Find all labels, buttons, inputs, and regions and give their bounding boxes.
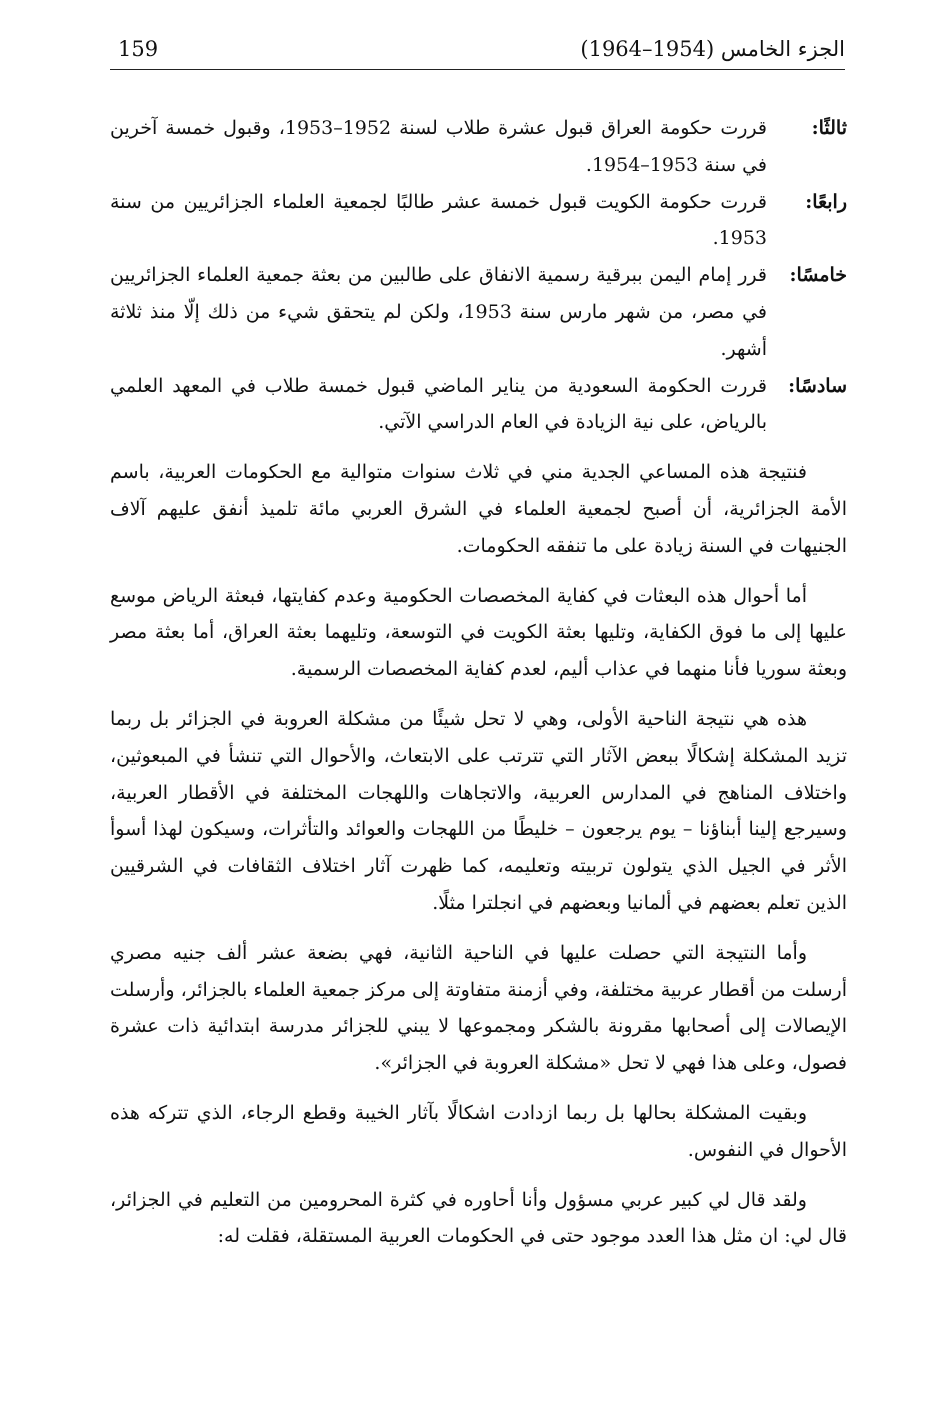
page-body — [110, 110, 847, 1255]
body-paragraph: وأما النتيجة التي حصلت عليها في الناحية الثانية، فهي بضعة عشر ألف جنيه مصري أرسلت من أقطار عربية مختلفة، وفي أزمنة متفاوتة إلى مركز جمعية العلماء بالجزائر، وأرسلت الإيصالات إلى أصحابها مقرونة بالشكر ومجموعها لا يبني للجزائر مدرسة ابتدائية ذات عشرة فصول، وعلى هذا فهي لا تحل «مشكلة العروبة في الجزائر». — [110, 941, 847, 1075]
body-paragraph: فنتيجة هذه المساعي الجدية مني في ثلاث سنوات متوالية مع الحكومات العربية، باسم الأمة الجزائرية، أن أصبح لجمعية العلماء في الشرق العربي مائة تلميذ أنفق عليهم آلاف الجنيهات في السنة زيادة على ما تنفقه الحكومات. — [110, 461, 847, 557]
list-item-fifth — [110, 257, 847, 367]
body-paragraph: أما أحوال هذه البعثات في كفاية المخصصات الحكومية وعدم كفايتها، فبعثة الرياض موسع عليها إلى ما فوق الكفاية، وتليها بعثة الكويت في التوسعة، وتليهما بعثة العراق، أما بعثة مصر وبعثة سوريا فأنا منهما في عذاب أليم، لعدم كفاية المخصصات الرسمية. — [110, 584, 847, 681]
body-paragraph: وبقيت المشكلة بحالها بل ربما ازدادت اشكالًا بآثار الخيبة وقطع الرجاء، الذي تتركه هذه الأحوال في النفوس. — [110, 1101, 847, 1161]
list-item-third — [110, 110, 847, 184]
item-text: قرر إمام اليمن ببرقية رسمية الانفاق على طالبين من بعثة جمعية العلماء الجزائريين في مصر، من شهر مارس سنة 1953، ولكن لم يتحقق شيء من ذلك إلّا منذ ثلاثة أشهر. — [110, 264, 767, 360]
item-label: خامسًا: — [789, 264, 847, 287]
list-item-sixth — [110, 368, 847, 442]
item-label: سادسًا: — [788, 374, 847, 397]
item-text: قررت حكومة الكويت قبول خمسة عشر طالبًا لجمعية العلماء الجزائريين من سنة 1953. — [110, 190, 767, 250]
body-paragraph: هذه هي نتيجة الناحية الأولى، وهي لا تحل شيئًا من مشكلة العروبة في الجزائر بل ربما تزيد المشكلة إشكالًا ببعض الآثار التي تترتب على الابتعاث، والأحوال التي تنشأ في المبعوثين، واختلاف المناهج في المدارس العربية، والاتجاهات واللهجات المختلفة في الأقطار العربية، وسيرجع إلينا أبناؤنا – يوم يرجعون – خليطًا من اللهجات والعوائد والتأثرات، وسيكون لهذا أسوأ الأثر في الجيل الذي يتولون تربيته وتعليمه، كما ظهرت آثار اختلاف الثقافات في الشرقيين الذين تعلم بعضهم في ألمانيا وبعضهم في انجلترا مثلًا. — [110, 707, 847, 914]
body-paragraph: ولقد قال لي كبير عربي مسؤول وأنا أحاوره في كثرة المحرومين من التعليم في الجزائر، قال لي: ان مثل هذا العدد موجود حتى في الحكومات العربية المستقلة، فقلت له: — [110, 1188, 847, 1248]
item-label: ثالثًا: — [811, 117, 847, 139]
page-number: 159 — [118, 37, 159, 61]
header-rule — [110, 69, 845, 70]
item-text: قررت حكومة العراق قبول عشرة طلاب لسنة 1952–1953، وقبول خمسة آخرين في سنة 1953–1954. — [110, 117, 767, 176]
running-title: الجزء الخامس (1954–1964) — [580, 37, 845, 61]
list-item-fourth — [110, 184, 847, 258]
item-label: رابعًا: — [805, 190, 847, 213]
item-text: قررت الحكومة السعودية من يناير الماضي قبول خمسة طلاب في المعهد العلمي بالرياض، على نية الزيادة في العام الدراسي الآتي. — [110, 374, 767, 434]
running-header — [110, 34, 845, 70]
